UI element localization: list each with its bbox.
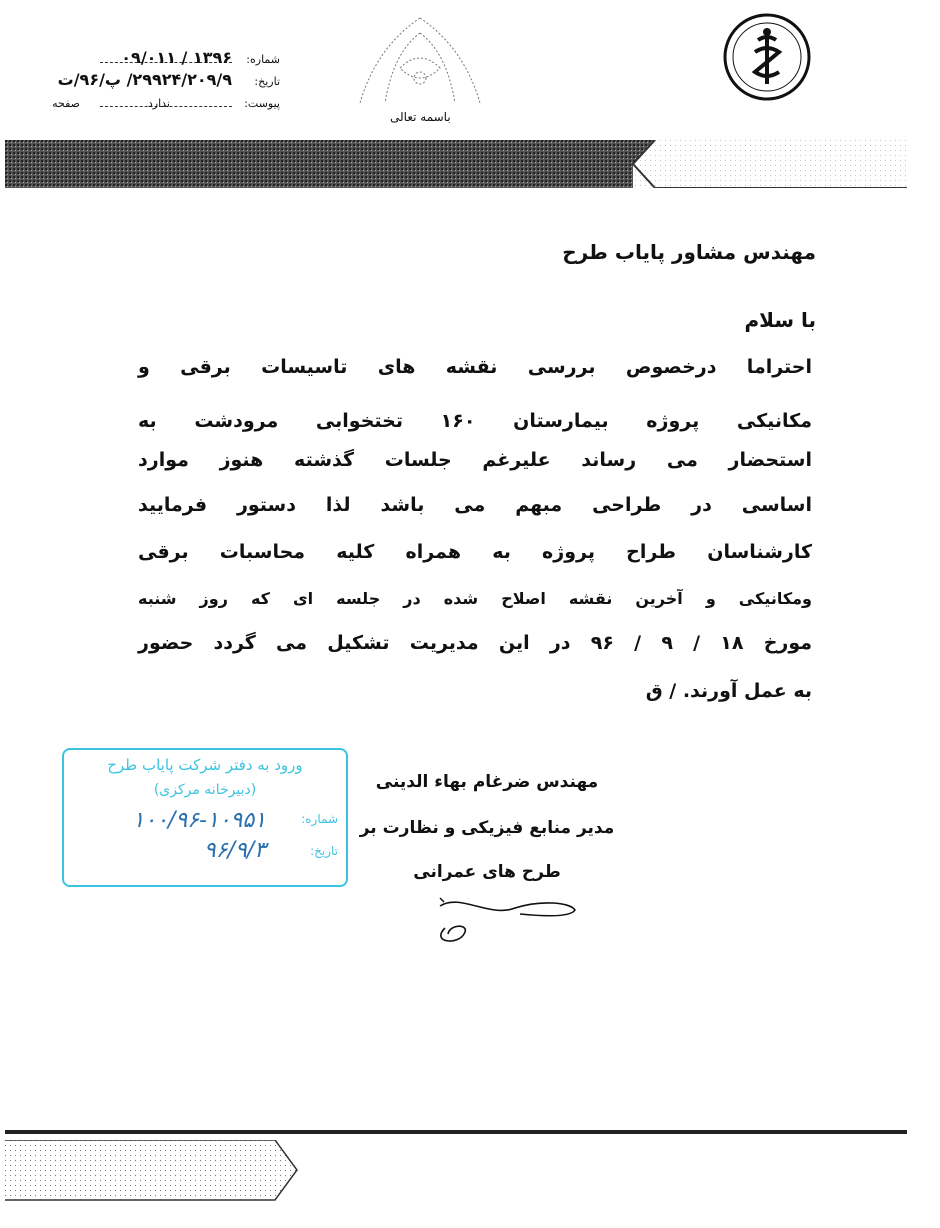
body-line-7: مورخ ۱۸ / ۹ / ۹۶ در این مدیریت تشکیل می گردد حضور <box>138 632 813 654</box>
number-value: ۱۳۹۶ / ۰۹/۰۱۱ <box>121 48 232 67</box>
attachment-value: ندارد <box>147 97 170 110</box>
body-line-8: به عمل آورند. / ق <box>645 680 812 702</box>
footer-band <box>5 1140 305 1202</box>
university-emblem-icon <box>722 12 812 102</box>
date-value: ۲۹۹۲۴/۲۰۹/۹/ پ/۹۶/ت <box>57 70 232 89</box>
stamp-number-label: شماره: <box>301 812 338 826</box>
stamp-date-label: تاریخ: <box>310 844 338 858</box>
stamp-number-value: ۱۰۰/۹۶-۱۰۹۵۱ <box>132 808 266 833</box>
receipt-stamp <box>62 748 348 887</box>
signatory-title-line2: طرح های عمرانی <box>413 862 561 882</box>
letter-meta <box>20 50 280 116</box>
addressee: مهندس مشاور پایاب طرح <box>562 240 816 264</box>
stamp-line-1: ورود به دفتر شرکت پایاب طرح <box>107 756 303 774</box>
stamp-date-value: ۹۶/۹/۳ <box>203 838 266 863</box>
greeting: با سلام <box>744 308 816 332</box>
body-line-3: استحضار می رساند علیرغم جلسات گذشته هنوز موارد <box>138 449 812 471</box>
page-label: صفحه <box>52 97 80 110</box>
attachment-label: پیوست: <box>244 97 280 110</box>
signatory-name: مهندس ضرغام بهاء الدینی <box>375 772 599 792</box>
header-band <box>5 140 907 188</box>
body-line-5: کارشناسان طراح پروژه به همراه کلیه محاسبات برقی <box>138 541 812 563</box>
body-line-4: اساسی در طراحی مبهم می باشد لذا دستور فرمایید <box>138 494 812 516</box>
body-line-2: مکانیکی پروژه بیمارستان ۱۶۰ تختخوابی مرودشت به <box>138 410 812 432</box>
stamp-line-2: (دبیرخانه مرکزی) <box>153 782 257 798</box>
signatory-title-line1: مدیر منابع فیزیکی و نظارت بر <box>359 818 615 838</box>
handwritten-signature <box>420 888 590 948</box>
body-line-6: ومکانیکی و آخرین نقشه اصلاح شده در جلسه ای که روز شنبه <box>138 589 812 608</box>
footer-rule <box>5 1130 907 1134</box>
bismillah-text: باسمه تعالی <box>390 110 451 124</box>
date-label: تاریخ: <box>254 75 280 88</box>
number-label: شماره: <box>246 53 280 66</box>
body-line-1: احتراما درخصوص بررسی نقشه های تاسیسات برقی و <box>138 356 812 378</box>
